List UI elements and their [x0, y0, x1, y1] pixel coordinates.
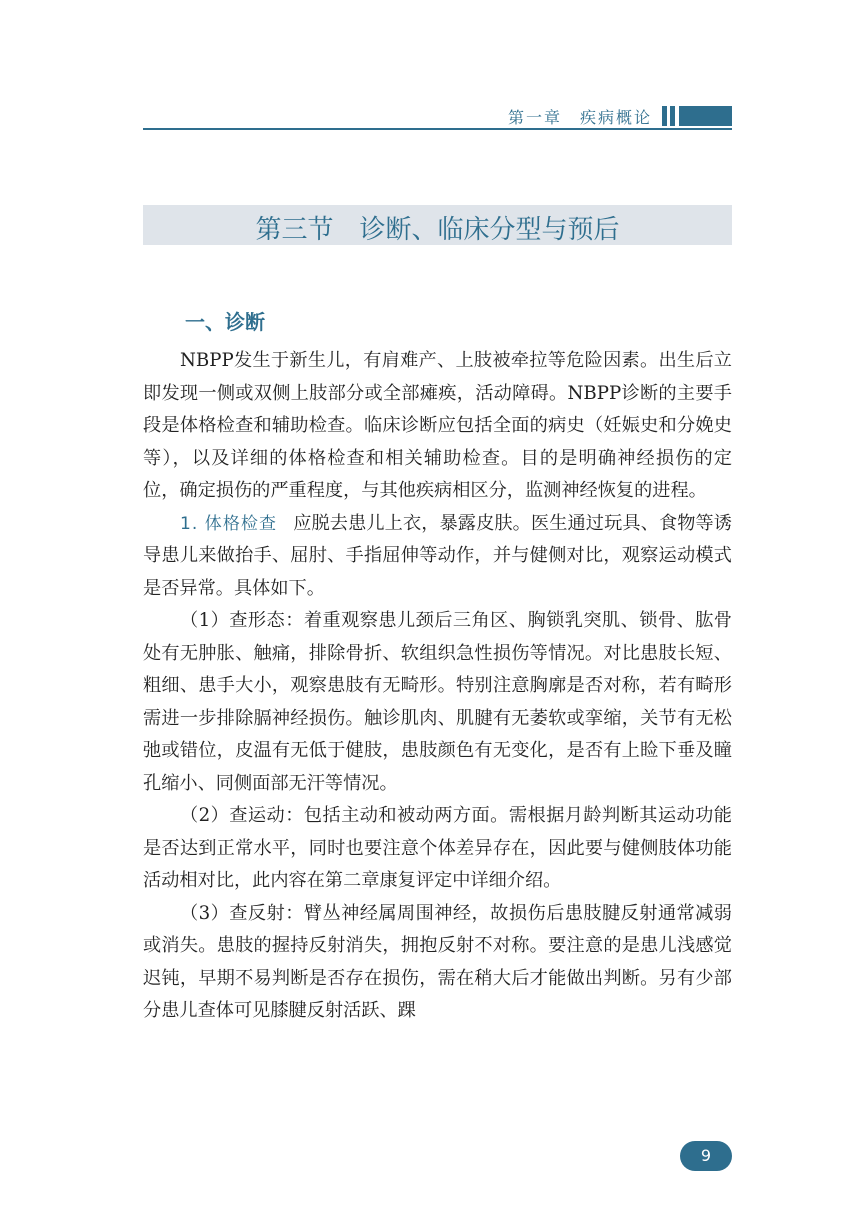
paragraph-reflex: （3）查反射：臂丛神经属周围神经，故损伤后患肢腱反射通常减弱或消失。患肢的握持反射消失，拥抱反射不对称。要注意的是患儿浅感觉迟钝，早期不易判断是否存在损伤，需在稍大后才能做出判断。另有少部分患儿查体可见膝腱反射活跃、踝: [143, 902, 732, 1021]
exam-text: 应脱去患儿上衣，暴露皮肤。医生通过玩具、食物等诱导患儿来做抬手、屈肘、手指屈伸等动作，并与健侧对比，观察运动模式是否异常。具体如下。: [143, 512, 732, 599]
paragraph-intro: NBPP发生于新生儿，有肩难产、上肢被牵拉等危险因素。出生后立即发现一侧或双侧上肢部分或全部瘫痪，活动障碍。NBPP诊断的主要手段是体格检查和辅助检查。临床诊断应包括全面的病史（妊娠史和分娩史等），以及详细的体格检查和相关辅助检查。目的是明确神经损伤的定位，确定损伤的严重程度，与其他疾病相区分，监测神经恢复的进程。: [143, 350, 732, 501]
page-number-badge: 9: [680, 1141, 732, 1171]
running-header: [143, 100, 732, 130]
section-title: 第三节 诊断、临床分型与预后: [255, 215, 620, 245]
header-bar-thin-1: [662, 106, 667, 126]
header-bar-thin-2: [670, 106, 675, 126]
header-rule: [143, 128, 732, 130]
paragraph-exam: [143, 508, 732, 606]
subsection-heading: 一、诊断: [185, 310, 265, 334]
section-title-band: [143, 205, 732, 245]
header-decoration-bars: [662, 106, 732, 126]
exam-heading: 1. 体格检查: [180, 513, 278, 534]
paragraph-form: （1）查形态：着重观察患儿颈后三角区、胸锁乳突肌、锁骨、肱骨处有无肿胀、触痛，排除骨折、软组织急性损伤等情况。对比患肢长短、粗细、患手大小，观察患肢有无畸形。特别注意胸廓是否对称，若有畸形需进一步排除膈神经损伤。触诊肌肉、肌腱有无萎软或挛缩，关节有无松弛或错位，皮温有无低于健肢，患肢颜色有无变化，是否有上睑下垂及瞳孔缩小、同侧面部无汗等情况。: [143, 610, 732, 794]
header-bar-block: [679, 106, 732, 126]
body-text: [143, 345, 732, 1028]
paragraph-motion: （2）查运动：包括主动和被动两方面。需根据月龄判断其运动功能是否达到正常水平，同时也要注意个体差异存在，因此要与健侧肢体功能活动相对比，此内容在第二章康复评定中详细介绍。: [143, 805, 732, 891]
chapter-title: 第一章 疾病概论: [507, 108, 652, 127]
